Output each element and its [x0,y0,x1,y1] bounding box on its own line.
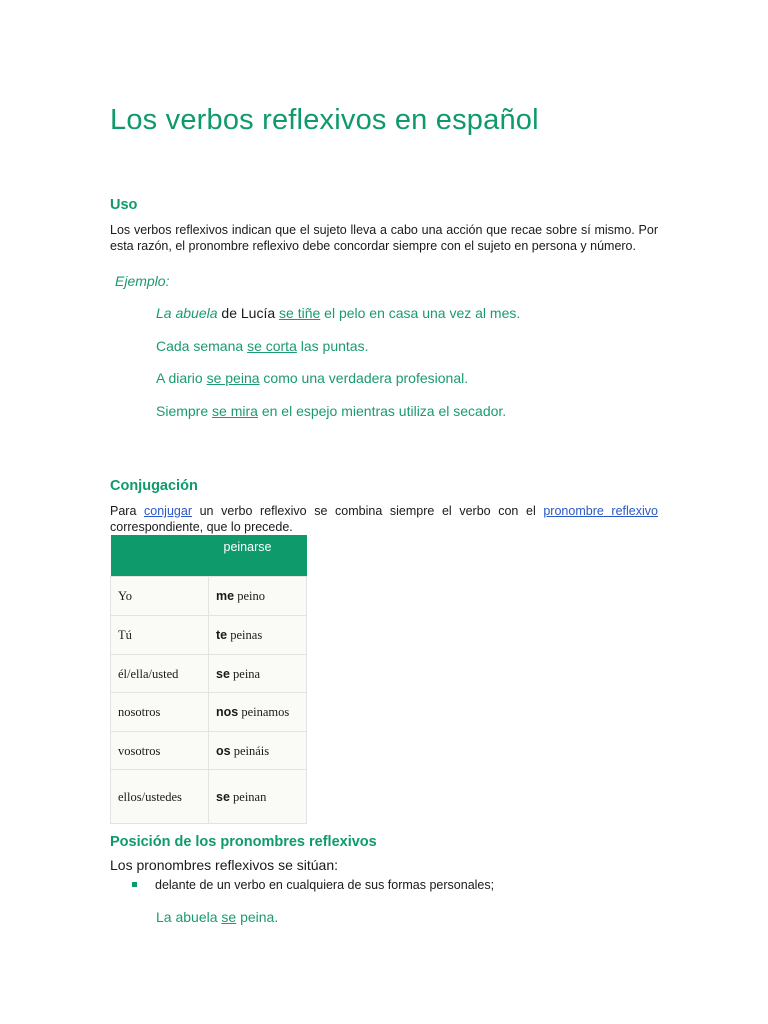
table-header-row [111,535,307,577]
table-row [111,693,307,732]
paragraph-text: correspondiente, que lo precede. [110,520,293,534]
verb-form-cell [209,693,307,732]
example-sentence-2 [156,338,368,354]
example-verb: se peina [206,370,260,386]
example-label: Ejemplo: [115,273,170,289]
person-cell: Tú [111,616,209,655]
verb-form: peinas [227,628,263,642]
example-sentence-3 [156,370,468,386]
verb-form: peinamos [238,705,290,719]
reflexive-pronoun: se [216,666,230,681]
person-cell: vosotros [111,732,209,770]
posicion-example [156,909,278,925]
example-text: como una verdadera profesional. [259,370,469,386]
reflexive-pronoun: me [216,589,235,603]
conjugation-table [110,535,307,824]
page-title: Los verbos reflexivos en español [110,104,539,136]
table-row [111,616,307,655]
example-text: A diario [156,370,207,386]
verb-form-cell [209,577,307,616]
reflexive-pronoun: os [216,743,231,758]
example-text: el pelo en casa una vez al mes. [320,305,521,321]
example-subject: La abuela [156,305,218,321]
example-text: Cada semana [156,338,248,354]
table-header [111,535,307,577]
table-row [111,732,307,770]
example-text: peina. [236,909,279,925]
paragraph-text: Para [110,504,145,518]
section-heading-posicion: Posición de los pronombres reflexivos [110,834,377,850]
verb-form: peinan [229,789,267,804]
example-sentence-1 [156,305,520,321]
example-text: La abuela [156,909,222,925]
example-text: las puntas. [296,338,369,354]
table-row [111,577,307,616]
verb-form: peina [229,666,261,681]
paragraph-text: un verbo reflexivo se combina siempre el verbo con el [191,504,544,518]
posicion-intro: Los pronombres reflexivos se sitúan: [110,857,338,873]
reflexive-pronoun: te [216,628,228,642]
verb-form-cell [209,616,307,655]
person-cell: Yo [111,577,209,616]
example-text: Siempre [156,403,213,419]
person-cell: ellos/ustedes [111,770,209,824]
example-text: de Lucía [217,305,280,321]
person-cell: él/ella/usted [111,655,209,693]
example-text: en el espejo mientras utiliza el secador. [257,403,507,419]
list-item [132,878,494,892]
bullet-icon [132,882,137,887]
link-conjugar[interactable]: conjugar [144,504,192,518]
uso-paragraph: Los verbos reflexivos indican que el sujeto lleva a cabo una acción que recae sobre sí mismo. Por esta razón, el pronombre reflexivo debe concordar siempre con el sujeto en persona y número. [110,223,658,253]
table-row [111,655,307,693]
verb-form-cell [209,655,307,693]
example-verb: se corta [247,338,297,354]
table-row [111,770,307,824]
table-header-verb: peinarse [223,540,272,554]
person-cell: nosotros [111,693,209,732]
example-verb: se [221,909,237,925]
reflexive-pronoun: se [216,789,230,804]
verb-form-cell [209,732,307,770]
conjugacion-paragraph [110,503,658,535]
verb-form-cell [209,770,307,824]
example-verb: se mira [212,403,258,419]
section-heading-conjugacion: Conjugación [110,478,198,494]
verb-form: peino [234,589,265,603]
example-verb: se tiñe [279,305,321,321]
list-item-text: delante de un verbo en cualquiera de sus formas personales; [155,878,495,892]
verb-form: peináis [230,743,270,758]
link-pronombre-reflexivo[interactable]: pronombre reflexivo [543,504,658,518]
example-sentence-4 [156,403,506,419]
section-heading-uso: Uso [110,197,138,213]
reflexive-pronoun: nos [216,705,239,719]
